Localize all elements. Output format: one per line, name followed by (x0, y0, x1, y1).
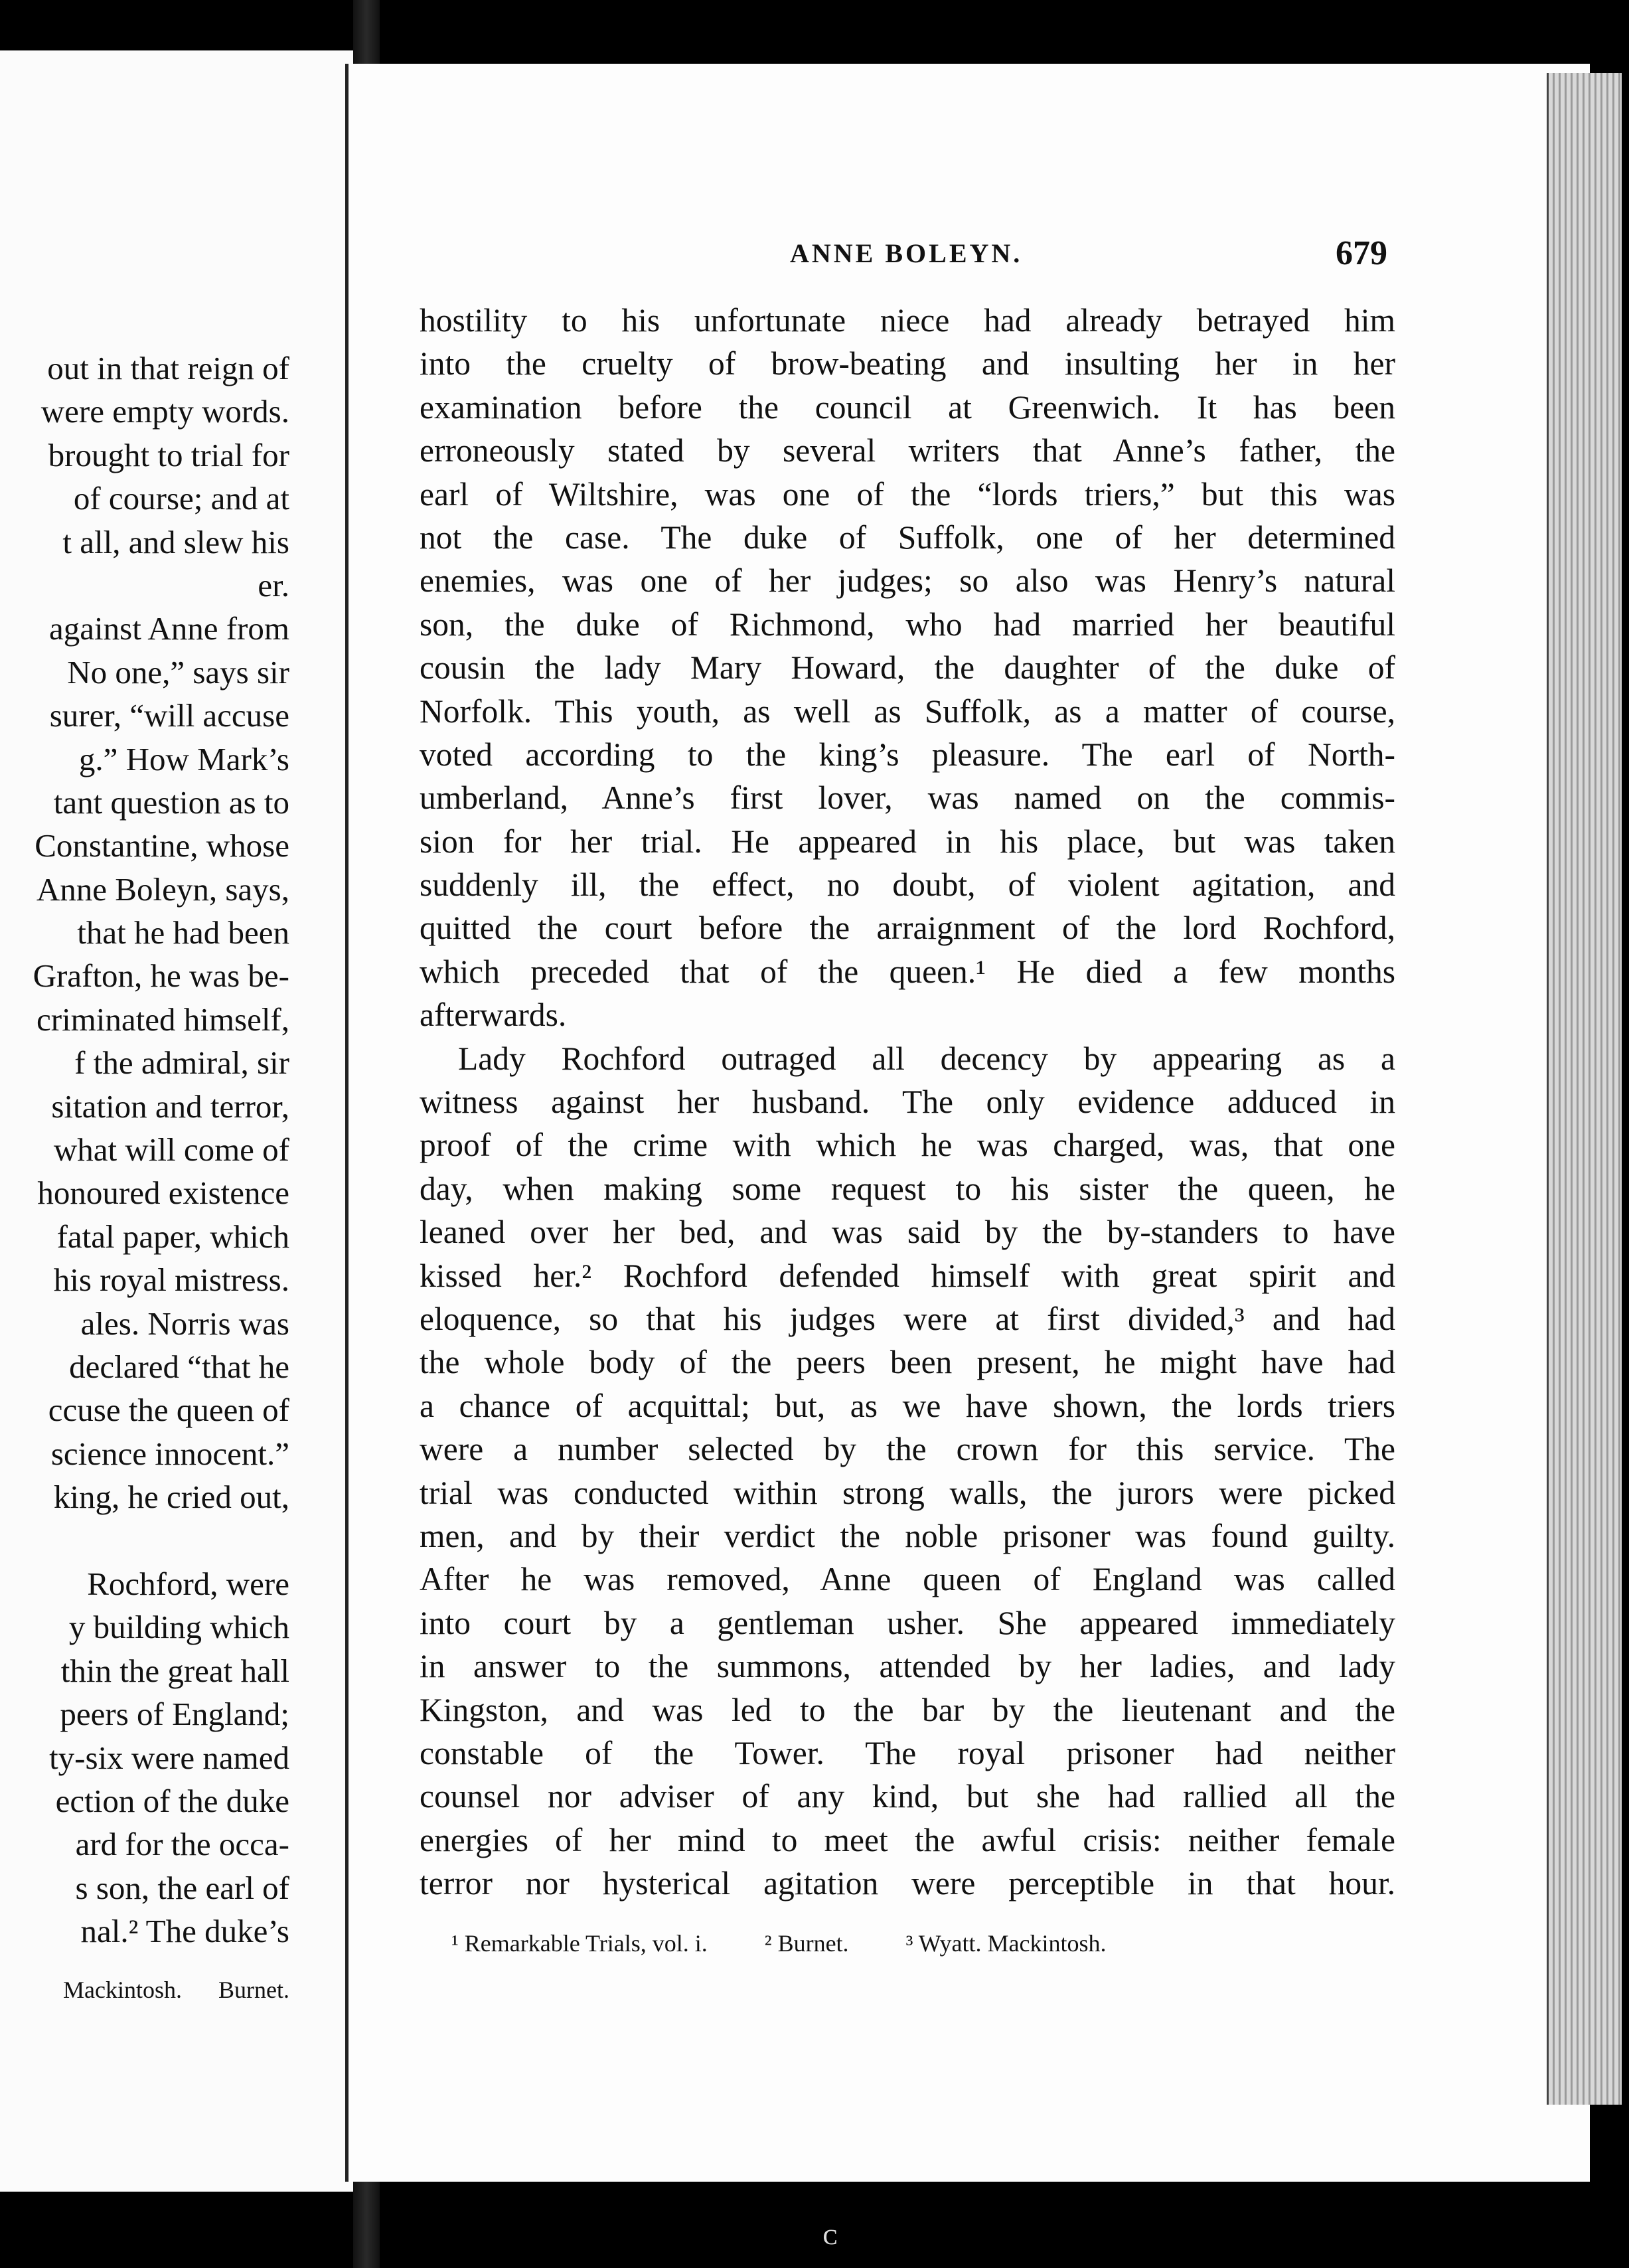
text-line: kissed her.² Rochford defended himself with great spirit and (420, 1257, 1395, 1294)
left-footnote: Burnet. (218, 1977, 289, 2003)
left-text-line: g.” How Mark’s (78, 740, 289, 777)
text-line: into court by a gentleman usher. She appeared immediately (420, 1604, 1395, 1641)
left-text-line: science innocent.” (50, 1435, 289, 1472)
left-text-line: criminated himself, (37, 1001, 289, 1038)
left-text-line: against Anne from (49, 610, 289, 647)
text-line: were a number selected by the crown for this service. The (420, 1431, 1395, 1468)
text-line: examination before the council at Greenwich. It has been (420, 388, 1395, 426)
text-line: Norfolk. This youth, as well as Suffolk, as a matter of course, (420, 692, 1395, 730)
left-text-line: king, he cried out, (53, 1479, 289, 1516)
left-text-line: surer, “will accuse (49, 697, 289, 734)
text-line: sion for her trial. He appeared in his place, but was taken (420, 823, 1395, 860)
printer-mark: ᴄ (823, 2217, 838, 2251)
left-text-line: honoured existence (37, 1174, 289, 1212)
text-line: erroneously stated by several writers that Anne’s father, the (420, 432, 1395, 469)
text-line: hostility to his unfortunate niece had already betrayed him (420, 302, 1395, 339)
left-text-line: Constantine, whose (35, 827, 289, 864)
text-line: energies of her mind to meet the awful crisis: neither female (420, 1821, 1395, 1858)
left-text-line: er. (258, 566, 289, 604)
left-text-line: y building which (68, 1609, 289, 1646)
left-text-line: brought to trial for (48, 436, 289, 473)
left-text-line: ales. Norris was (80, 1305, 289, 1342)
text-line: After he was removed, Anne queen of England was called (420, 1561, 1395, 1598)
left-text-line: of course; and at (73, 480, 289, 517)
left-text-line: what will come of (53, 1131, 289, 1169)
left-text-line: that he had been (77, 914, 289, 951)
left-text-line: declared “that he (69, 1348, 289, 1385)
text-line: day, when making some request to his sister the queen, he (420, 1170, 1395, 1207)
left-text-line: sitation and terror, (51, 1088, 289, 1125)
text-line: Kingston, and was led to the bar by the lieutenant and the (420, 1691, 1395, 1728)
left-text-line: ty-six were named (49, 1739, 289, 1776)
text-line: witness against her husband. The only evidence adduced in (420, 1084, 1395, 1121)
running-head: ANNE BOLEYN. (790, 238, 1023, 268)
text-line: a chance of acquittal; but, as we have shown, the lords triers (420, 1387, 1395, 1424)
left-text-line: Anne Boleyn, says, (36, 870, 289, 908)
text-line: earl of Wiltshire, was one of the “lords triers,” but this was (420, 475, 1395, 513)
text-line: enemies, was one of her judges; so also was Henry’s natural (420, 562, 1395, 600)
left-text-line: Grafton, he was be- (33, 957, 289, 995)
left-text-line: tant question as to (53, 783, 289, 821)
left-footnote: Mackintosh. (63, 1977, 183, 2003)
left-text-line: nal.² The duke’s (80, 1913, 289, 1950)
text-line: umberland, Anne’s first lover, was named on the commis- (420, 779, 1395, 817)
left-text-line: ection of the duke (55, 1782, 289, 1819)
left-text-line: thin the great hall (60, 1652, 289, 1689)
left-text-line: fatal paper, which (56, 1218, 289, 1255)
text-line: men, and by their verdict the noble prisoner was found guilty. (420, 1517, 1395, 1554)
text-line: terror nor hysterical agitation were perceptible in that hour. (420, 1865, 1395, 1902)
text-line: cousin the lady Mary Howard, the daughter of the duke of (420, 649, 1395, 687)
footnote: ² Burnet. (764, 1930, 849, 1957)
left-page (0, 50, 353, 2192)
text-line: in answer to the summons, attended by her ladies, and lady (420, 1648, 1395, 1685)
left-text-line: f the admiral, sir (74, 1044, 289, 1082)
left-page-footnotes (33, 1976, 289, 2004)
text-line: Lady Rochford outraged all decency by appearing as a (458, 1040, 1395, 1077)
left-text-line: were empty words. (40, 393, 289, 430)
left-page-text (0, 347, 289, 1953)
text-line: trial was conducted within strong walls, the jurors were picked (420, 1474, 1395, 1511)
text-line: voted according to the king’s pleasure. The earl of North- (420, 736, 1395, 773)
text-line: proof of the crime with which he was charged, was, that one (420, 1127, 1395, 1164)
left-text-line: ccuse the queen of (48, 1392, 289, 1429)
left-text-line: Rochford, were (87, 1565, 289, 1602)
footnotes (451, 1929, 1328, 1957)
text-line: leaned over her bed, and was said by the by-standers to have (420, 1214, 1395, 1251)
text-line: not the case. The duke of Suffolk, one of her determined (420, 519, 1395, 556)
left-text-line (0, 1519, 289, 1562)
left-text-line: s son, the earl of (75, 1869, 289, 1906)
text-line: son, the duke of Richmond, who had married her beautiful (420, 606, 1395, 643)
text-line: suddenly ill, the effect, no doubt, of violent agitation, and (420, 866, 1395, 904)
left-text-line: ard for the occa- (75, 1826, 289, 1863)
page-edges (1547, 73, 1622, 2105)
text-line: counsel nor adviser of any kind, but she had rallied all the (420, 1778, 1395, 1815)
footnote: ¹ Remarkable Trials, vol. i. (451, 1930, 708, 1957)
left-text-line: peers of England; (60, 1696, 289, 1733)
footnote: ³ Wyatt. Mackintosh. (905, 1930, 1107, 1957)
left-text-line: his royal mistress. (53, 1261, 289, 1299)
body-text (420, 299, 1395, 1905)
text-line: afterwards. (420, 997, 567, 1034)
text-line: eloquence, so that his judges were at first divided,³ and had (420, 1300, 1395, 1337)
left-text-line: t all, and slew his (62, 523, 289, 560)
text-line: constable of the Tower. The royal prisoner had neither (420, 1734, 1395, 1771)
text-line: which preceded that of the queen.¹ He died a few months (420, 953, 1395, 990)
left-text-line: No one,” says sir (67, 653, 289, 690)
page-number: 679 (1336, 234, 1387, 272)
left-text-line: out in that reign of (47, 350, 289, 386)
text-line: the whole body of the peers been present, he might have had (420, 1344, 1395, 1381)
text-line: quitted the court before the arraignment of the lord Rochford, (420, 910, 1395, 947)
text-line: into the cruelty of brow-beating and insulting her in her (420, 345, 1395, 382)
